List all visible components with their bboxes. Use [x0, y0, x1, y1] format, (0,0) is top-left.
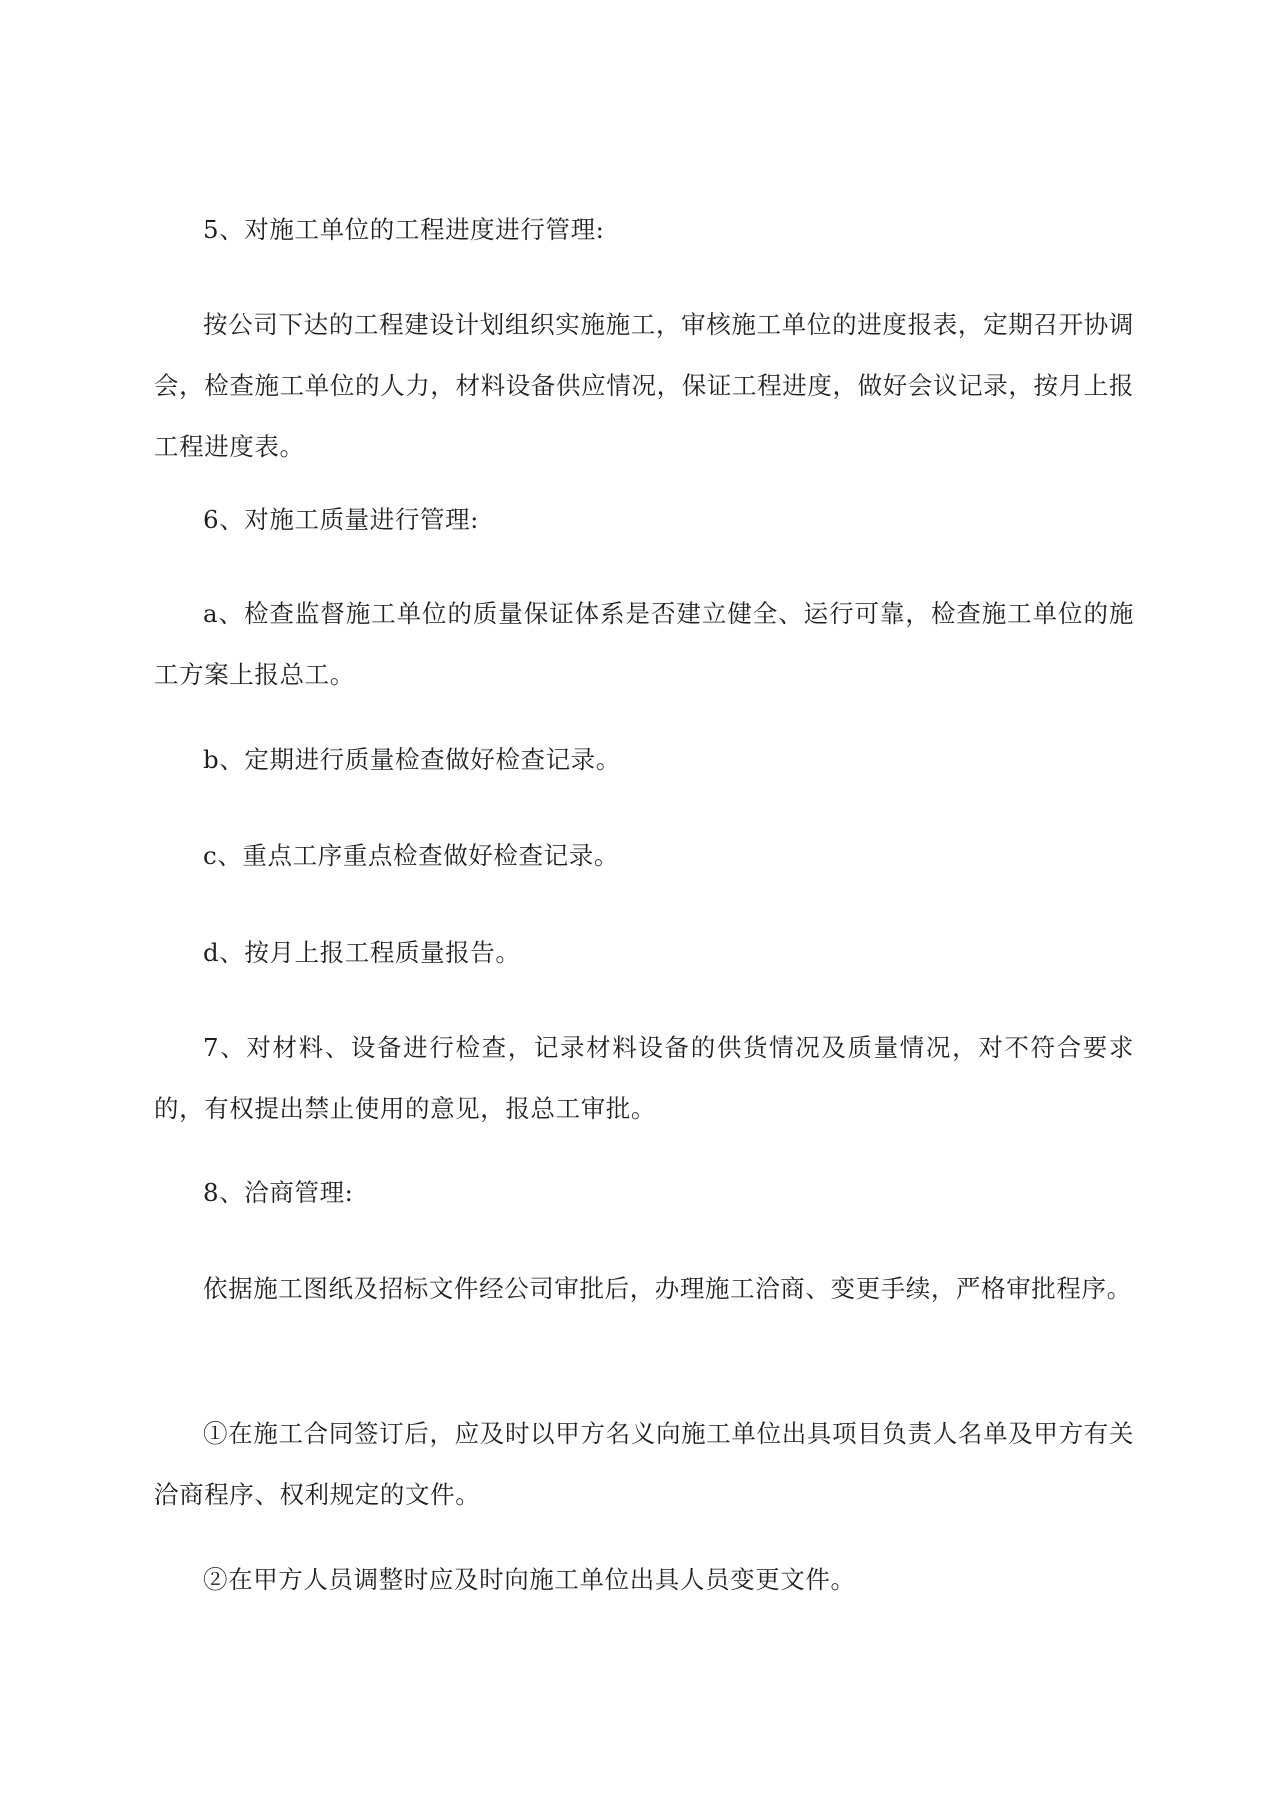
quality-item-d: d、按月上报工程质量报告。 — [203, 938, 521, 967]
heading-quality-management: 6、对施工质量进行管理: — [203, 505, 480, 534]
quality-item-b: b、定期进行质量检查做好检查记录。 — [203, 745, 621, 774]
heading-progress-management: 5、对施工单位的工程进度进行管理: — [203, 215, 605, 244]
negotiation-item-2: ②在甲方人员调整时应及时向施工单位出具人员变更文件。 — [203, 1565, 856, 1594]
paragraph-progress-details: 按公司下达的工程建设计划组织实施施工，审核施工单位的进度报表，定期召开协调会，检查施工单位的人力，材料设备供应情况，保证工程进度，做好会议记录，按月上报工程进度表。 — [154, 310, 1134, 461]
quality-item-c: c、重点工序重点检查做好检查记录。 — [203, 841, 619, 870]
paragraph-material-inspection: 7、对材料、设备进行检查，记录材料设备的供货情况及质量情况，对不符合要求的，有权提出禁止使用的意见，报总工审批。 — [154, 1033, 1134, 1123]
paragraph-negotiation-basis: 依据施工图纸及招标文件经公司审批后，办理施工洽商、变更手续，严格审批程序。 — [203, 1274, 1132, 1303]
negotiation-item-1: ①在施工合同签订后，应及时以甲方名义向施工单位出具项目负责人名单及甲方有关洽商程序、权利规定的文件。 — [154, 1419, 1134, 1509]
heading-negotiation-management: 8、洽商管理: — [203, 1178, 354, 1207]
quality-item-a: a、检查监督施工单位的质量保证体系是否建立健全、运行可靠，检查施工单位的施工方案上报总工。 — [154, 599, 1134, 689]
